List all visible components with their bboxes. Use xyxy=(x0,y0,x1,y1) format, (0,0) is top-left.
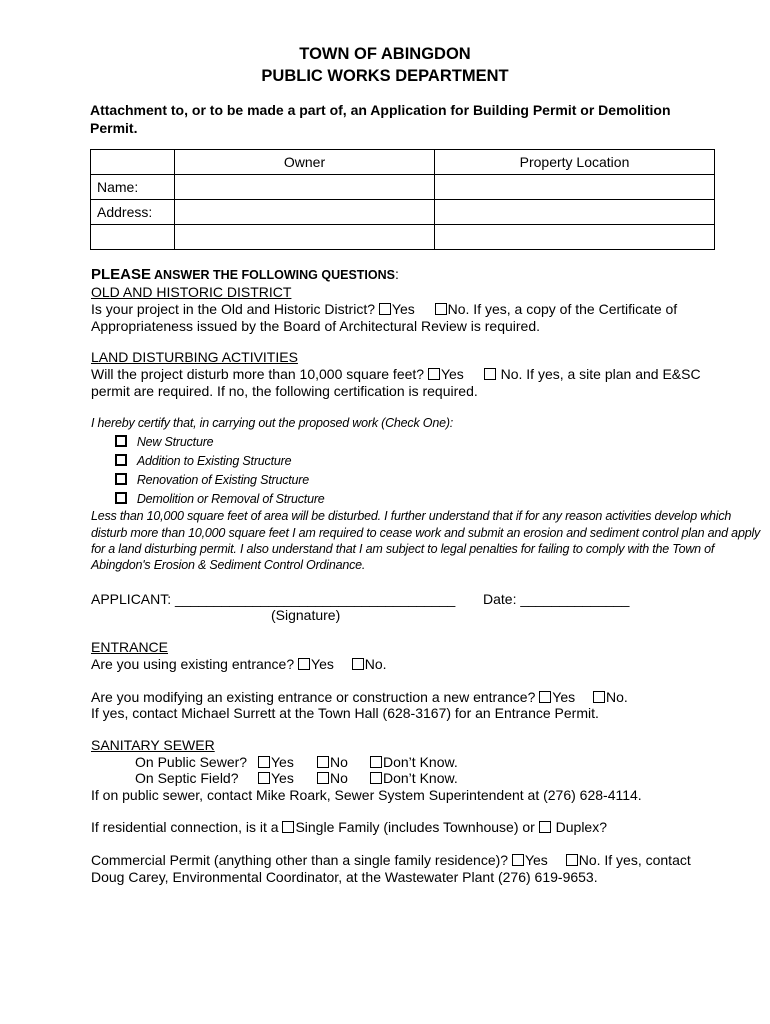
historic-line-2: Appropriateness issued by the Board of Architectural Review is required. xyxy=(91,318,541,334)
owner-address-field[interactable] xyxy=(175,200,435,225)
public-sewer-no-option: No xyxy=(317,754,348,770)
questions-heading: PLEASE ANSWER THE FOLLOWING QUESTIONS: xyxy=(91,266,399,283)
owner-name-field[interactable] xyxy=(175,175,435,200)
public-sewer-dontknow-checkbox[interactable] xyxy=(370,756,382,768)
public-sewer-dontknow-option: Don’t Know. xyxy=(370,754,458,770)
certify-para-line-2: disturb more than 10,000 square feet I am required to cease work and submit an erosion and sediment control plan and apply xyxy=(91,526,761,540)
addition-checkbox[interactable] xyxy=(115,454,127,466)
new-entrance-yes-checkbox[interactable] xyxy=(539,691,551,703)
table-corner-cell xyxy=(91,150,175,175)
department-title: PUBLIC WORKS DEPARTMENT xyxy=(261,67,509,85)
option-renovation: Renovation of Existing Structure xyxy=(115,473,309,487)
sewer-contact: If on public sewer, contact Mike Roark, Sewer System Superintendent at (276) 628-4114. xyxy=(91,787,642,803)
historic-question: Is your project in the Old and Historic District? Yes No. If yes, a copy of the Certificate of xyxy=(91,301,678,317)
residential-question: If residential connection, is it a Single Family (includes Townhouse) or Duplex? xyxy=(91,819,608,835)
new-entrance-no-checkbox[interactable] xyxy=(593,691,605,703)
historic-yes-checkbox[interactable] xyxy=(379,303,391,315)
property-name-field[interactable] xyxy=(435,175,715,200)
renovation-checkbox[interactable] xyxy=(115,473,127,485)
existing-entrance-no-checkbox[interactable] xyxy=(352,658,364,670)
entrance-contact: If yes, contact Michael Surrett at the Town Hall (628-3167) for an Entrance Permit. xyxy=(91,705,599,721)
public-sewer-options: Yes xyxy=(258,754,294,770)
land-yes-checkbox[interactable] xyxy=(428,368,440,380)
applicant-signature-line[interactable]: APPLICANT: ____________________________________ xyxy=(91,591,456,607)
public-sewer-no-checkbox[interactable] xyxy=(317,756,329,768)
new-structure-checkbox[interactable] xyxy=(115,435,127,447)
duplex-checkbox[interactable] xyxy=(539,821,551,833)
septic-dontknow-checkbox[interactable] xyxy=(370,772,382,784)
option-addition: Addition to Existing Structure xyxy=(115,454,291,468)
property-location-header: Property Location xyxy=(435,150,715,175)
land-no-checkbox[interactable] xyxy=(484,368,496,380)
certify-para-line-1: Less than 10,000 square feet of area will be disturbed. I further understand that if for any reason activities develop which xyxy=(91,509,732,523)
demolition-checkbox[interactable] xyxy=(115,492,127,504)
entrance-heading: ENTRANCE xyxy=(91,639,169,655)
commercial-yes-checkbox[interactable] xyxy=(512,854,524,866)
septic-no-checkbox[interactable] xyxy=(317,772,329,784)
commercial-contact: Doug Carey, Environmental Coordinator, at the Wastewater Plant (276) 619-9653. xyxy=(91,869,598,885)
owner-property-table xyxy=(90,149,715,250)
option-demolition: Demolition or Removal of Structure xyxy=(115,492,325,506)
property-address-field[interactable] xyxy=(435,200,715,225)
land-heading: LAND DISTURBING ACTIVITIES xyxy=(91,349,298,365)
date-line[interactable]: Date: ______________ xyxy=(483,591,630,607)
name-label: Name: xyxy=(91,175,175,200)
septic-yes-option: Yes xyxy=(258,770,294,786)
septic-yes-checkbox[interactable] xyxy=(258,772,270,784)
attachment-line-2: Permit. xyxy=(90,120,138,136)
owner-extra-field[interactable] xyxy=(175,225,435,250)
entrance-question-2: Are you modifying an existing entrance or construction a new entrance? Yes No. xyxy=(91,689,628,705)
property-extra-field[interactable] xyxy=(435,225,715,250)
land-question: Will the project disturb more than 10,000 square feet? Yes No. If yes, a site plan and E&SC xyxy=(91,366,701,382)
signature-caption: (Signature) xyxy=(271,607,341,623)
extra-label-cell xyxy=(91,225,175,250)
address-label: Address: xyxy=(91,200,175,225)
public-sewer-yes-checkbox[interactable] xyxy=(258,756,270,768)
commercial-question: Commercial Permit (anything other than a single family residence)? Yes No. If yes, contact xyxy=(91,852,691,868)
option-new-structure: New Structure xyxy=(115,435,213,449)
certify-intro: I hereby certify that, in carrying out the proposed work (Check One): xyxy=(91,416,454,430)
existing-entrance-yes-checkbox[interactable] xyxy=(298,658,310,670)
certify-para-line-4: Abingdon's Erosion & Sediment Control Ordinance. xyxy=(91,558,366,572)
commercial-no-checkbox[interactable] xyxy=(566,854,578,866)
septic-field-question: On Septic Field? xyxy=(135,770,239,786)
historic-heading: OLD AND HISTORIC DISTRICT xyxy=(91,284,292,300)
single-family-checkbox[interactable] xyxy=(282,821,294,833)
public-sewer-question: On Public Sewer? xyxy=(135,754,248,770)
sewer-heading: SANITARY SEWER xyxy=(91,737,215,753)
historic-no-checkbox[interactable] xyxy=(435,303,447,315)
entrance-question-1: Are you using existing entrance? Yes No. xyxy=(91,656,387,672)
document-title: TOWN OF ABINGDON xyxy=(299,45,471,63)
owner-header: Owner xyxy=(175,150,435,175)
septic-dontknow-option: Don’t Know. xyxy=(370,770,458,786)
attachment-line-1: Attachment to, or to be made a part of, an Application for Building Permit or Demolition xyxy=(90,102,671,118)
land-line-2: permit are required. If no, the following certification is required. xyxy=(91,383,478,399)
certify-para-line-3: for a land disturbing permit. I also understand that I am subject to legal penalties for failing to comply with the Town of xyxy=(91,542,715,556)
septic-no-option: No xyxy=(317,770,348,786)
